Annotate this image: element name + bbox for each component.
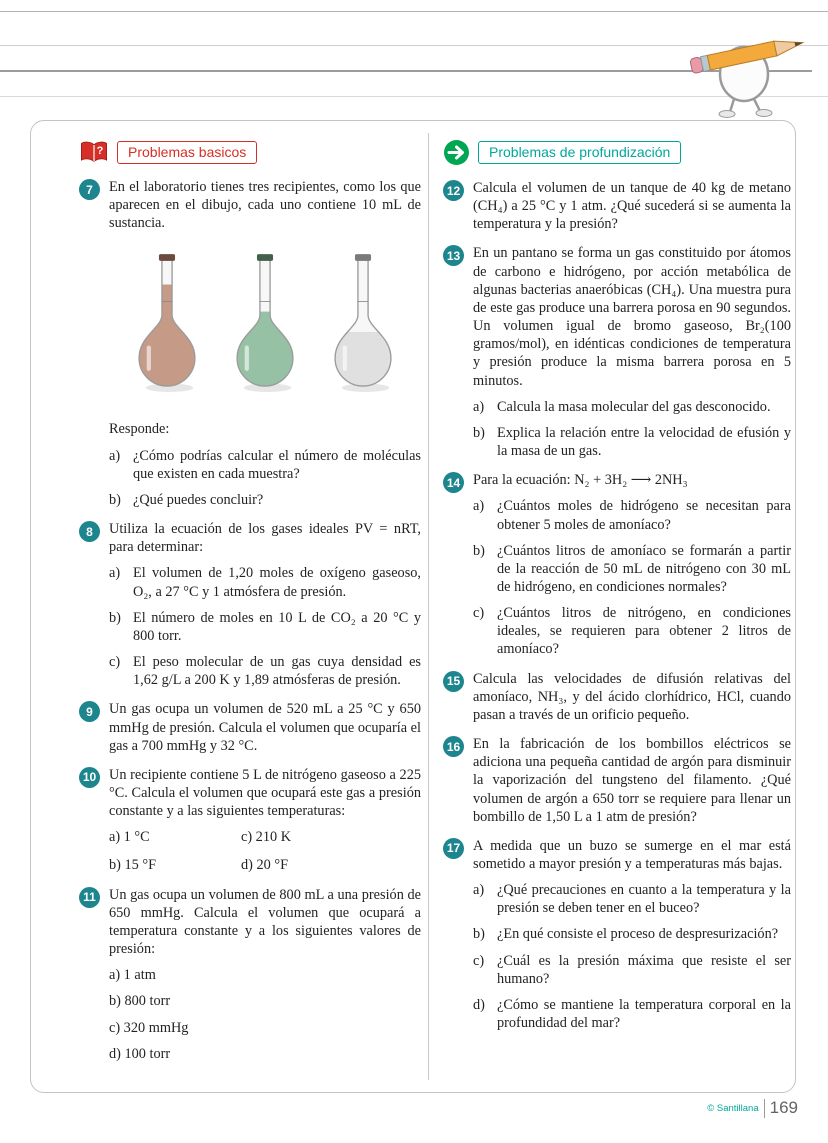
problem-number-badge: 12 — [443, 180, 464, 201]
problem-text: Un gas ocupa un volumen de 800 mL a una presión de 650 mmHg. Calcula el volumen que ocupará a temperatura constante y a los siguientes valores de presión: — [109, 886, 421, 958]
problem-12 — [443, 179, 791, 233]
problem-14 — [443, 471, 791, 658]
section-header-profundizacion — [443, 139, 791, 166]
subitem-label: b) — [473, 424, 485, 441]
problem-11 — [79, 886, 421, 1063]
problem-number-badge: 13 — [443, 245, 464, 266]
subitem-b — [473, 542, 791, 596]
list-option: a) 1 atm — [109, 967, 156, 984]
problem-number-badge: 10 — [79, 767, 100, 788]
pencil-mascot-illustration — [682, 16, 822, 121]
subitem-a — [473, 497, 791, 533]
temperature-options-grid — [109, 828, 421, 874]
subitem-label: a) — [109, 565, 121, 582]
subitem-label: a) — [473, 498, 485, 515]
subitem-text: El volumen de 1,20 moles de oxígeno gaseoso, O₂, a 27 °C y 1 atmósfera de presión. — [133, 565, 421, 600]
problem-number-badge: 11 — [79, 887, 100, 908]
subitem-a — [473, 881, 791, 917]
list-option: b) 800 torr — [109, 993, 171, 1010]
subitem-a — [473, 398, 791, 416]
column-divider — [428, 133, 429, 1080]
subitem-text: ¿Qué precauciones en cuanto a la temperatura y la presión se deben tener en el buceo? — [497, 882, 791, 917]
grid-option: c) 210 K — [241, 829, 292, 846]
problem-text: Un gas ocupa un volumen de 520 mL a 25 °C y 650 mmHg de presión. Calcula el volumen que ocuparía el gas a 700 mmHg y 32 °C. — [109, 701, 421, 754]
subitem-text: ¿Cuál es la presión máxima que resiste el ser humano? — [497, 952, 791, 987]
subitem-b — [109, 609, 421, 645]
subitem-label: b) — [109, 491, 121, 508]
subitem-text: El peso molecular de un gas cuya densidad es 1,62 g/L a 200 K y 1,89 atmósferas de presión. — [133, 654, 421, 689]
section-title-problemas-basicos: Problemas basicos — [117, 141, 257, 164]
book-question-icon — [79, 139, 109, 165]
flask-amber-image — [123, 242, 211, 410]
problem-number-badge: 14 — [443, 472, 464, 493]
subitem-c — [473, 952, 791, 988]
subitem-label: a) — [473, 882, 485, 899]
subitem-label: a) — [473, 398, 485, 415]
problem-10 — [79, 766, 421, 875]
problem-13 — [443, 244, 791, 460]
subitem-b — [473, 424, 791, 460]
problem-number-badge: 17 — [443, 838, 464, 859]
problems-page-frame — [30, 120, 796, 1093]
volumetric-flasks-figure — [109, 242, 421, 410]
column-problemas-profundizacion — [443, 139, 791, 1043]
subitem-text: ¿Qué puedes concluir? — [133, 491, 264, 508]
subitem-label: b) — [109, 609, 121, 626]
subitem-text: ¿Cuántos litros de amoníaco se formarán a partir de la reacción de 50 mL de nitrógeno con 30 mL de hidrógeno, en condiciones normales? — [497, 542, 791, 595]
problem-number-badge: 8 — [79, 521, 100, 542]
problem-text: Un recipiente contiene 5 L de nitrógeno gaseoso a 225 °C. Calcula el volumen que ocupará este gas a presión constante y a las siguientes temperaturas: — [109, 766, 421, 820]
grid-option: a) 1 °C — [109, 829, 150, 846]
footer-divider — [764, 1099, 765, 1118]
responde-label: Responde: — [109, 421, 170, 438]
problem-9 — [79, 700, 421, 754]
subitem-text: Calcula la masa molecular del gas desconocido. — [497, 398, 771, 415]
subitem-label: a) — [109, 447, 121, 464]
subitem-text: ¿En qué consiste el proceso de despresurización? — [497, 926, 779, 943]
problem-7 — [79, 178, 421, 509]
subitem-b — [473, 925, 791, 943]
subitem-c — [473, 604, 791, 658]
page-footer — [707, 1098, 798, 1118]
subitem-a — [109, 447, 421, 483]
subitem-d — [473, 996, 791, 1032]
problem-15 — [443, 670, 791, 724]
page-number: 169 — [769, 1098, 798, 1117]
section-header-basicos — [79, 139, 421, 165]
problem-text: Utiliza la ecuación de los gases ideales PV = nRT, para determinar: — [109, 521, 421, 556]
flask-clear-image — [319, 242, 407, 410]
decorative-line — [0, 11, 828, 12]
subitem-text: ¿Cómo podrías calcular el número de moléculas que existen en cada muestra? — [133, 447, 421, 482]
problem-number-badge: 7 — [79, 179, 100, 200]
problem-number-badge: 15 — [443, 671, 464, 692]
problem-8 — [79, 520, 421, 689]
problem-text-equation: Para la ecuación: N₂ + 3H₂ ⟶ 2NH₃ — [473, 472, 688, 489]
subitem-a — [109, 564, 421, 600]
subitem-label: c) — [473, 952, 485, 969]
subitem-text: El número de moles en 10 L de CO₂ a 20 °C y 800 torr. — [133, 609, 421, 644]
problem-text: En un pantano se forma un gas constituido por átomos de carbono e hidrógeno, por acción metabólica de algunas bacterias anaeróbicas (CH₄). Una muestra pura de este gas produce una barrera porosa en 90 segundos. Un volumen igual de bromo gaseoso, Br₂(100 gramos/mol), en idénticas condiciones de temperatura y presión produce la misma barrera porosa en 5 minutos. — [473, 245, 791, 389]
subitem-label: b) — [473, 926, 485, 943]
subitem-label: c) — [109, 654, 121, 671]
subitem-b — [109, 491, 421, 509]
subitem-label: d) — [473, 996, 485, 1013]
problem-text: A medida que un buzo se sumerge en el mar está sometido a mayor presión y a temperaturas más bajas. — [473, 837, 791, 872]
subitem-text: ¿Cómo se mantiene la temperatura corporal en la profundidad del mar? — [497, 996, 791, 1032]
subitem-c — [109, 653, 421, 689]
grid-option: d) 20 °F — [241, 857, 289, 874]
problem-text: En la fabricación de los bombillos eléctricos se adiciona una pequeña cantidad de argón para disminuir la vaporización del tungsteno del filamento. ¿Qué volumen de argón a 650 torr se requiere para llenar un bombillo de 1,50 L a 1 atm de presión? — [473, 736, 791, 825]
column-problemas-basicos — [79, 139, 421, 1074]
arrow-circle-icon — [443, 139, 470, 166]
publisher-credit: © Santillana — [707, 1102, 759, 1114]
subitem-text: Explica la relación entre la velocidad de efusión y la masa de un gas. — [497, 424, 791, 460]
list-option: c) 320 mmHg — [109, 1019, 189, 1036]
problem-text: En el laboratorio tienes tres recipientes, como los que aparecen en el dibujo, cada uno contiene 10 mL de sustancia. — [109, 179, 421, 232]
subitem-text: ¿Cuántos moles de hidrógeno se necesitan para obtener 5 moles de amoníaco? — [497, 498, 791, 533]
problem-text: Calcula el volumen de un tanque de 40 kg de metano (CH₄) a 25 °C y 1 atm. ¿Qué sucederá si se aumenta la temperatura y la presión? — [473, 180, 791, 233]
problem-number-badge: 9 — [79, 701, 100, 722]
problem-number-badge: 16 — [443, 736, 464, 757]
list-option: d) 100 torr — [109, 1045, 171, 1062]
section-title-profundizacion: Problemas de profundización — [478, 141, 681, 164]
grid-option: b) 15 °F — [109, 857, 157, 874]
problem-17 — [443, 837, 791, 1032]
problem-text: Calcula las velocidades de difusión relativas del amoníaco, NH₃, y del ácido clorhídrico, HCl, cuando pasan a través de un orificio pequeño. — [473, 670, 791, 723]
svg-text:?: ? — [96, 145, 104, 157]
subitem-label: c) — [473, 605, 485, 622]
subitem-label: b) — [473, 542, 485, 559]
problem-16 — [443, 735, 791, 826]
flask-green-image — [221, 242, 309, 410]
subitem-text: ¿Cuántos litros de nitrógeno, en condiciones ideales, se requieren para obtener 2 litros de amoníaco? — [497, 605, 791, 658]
